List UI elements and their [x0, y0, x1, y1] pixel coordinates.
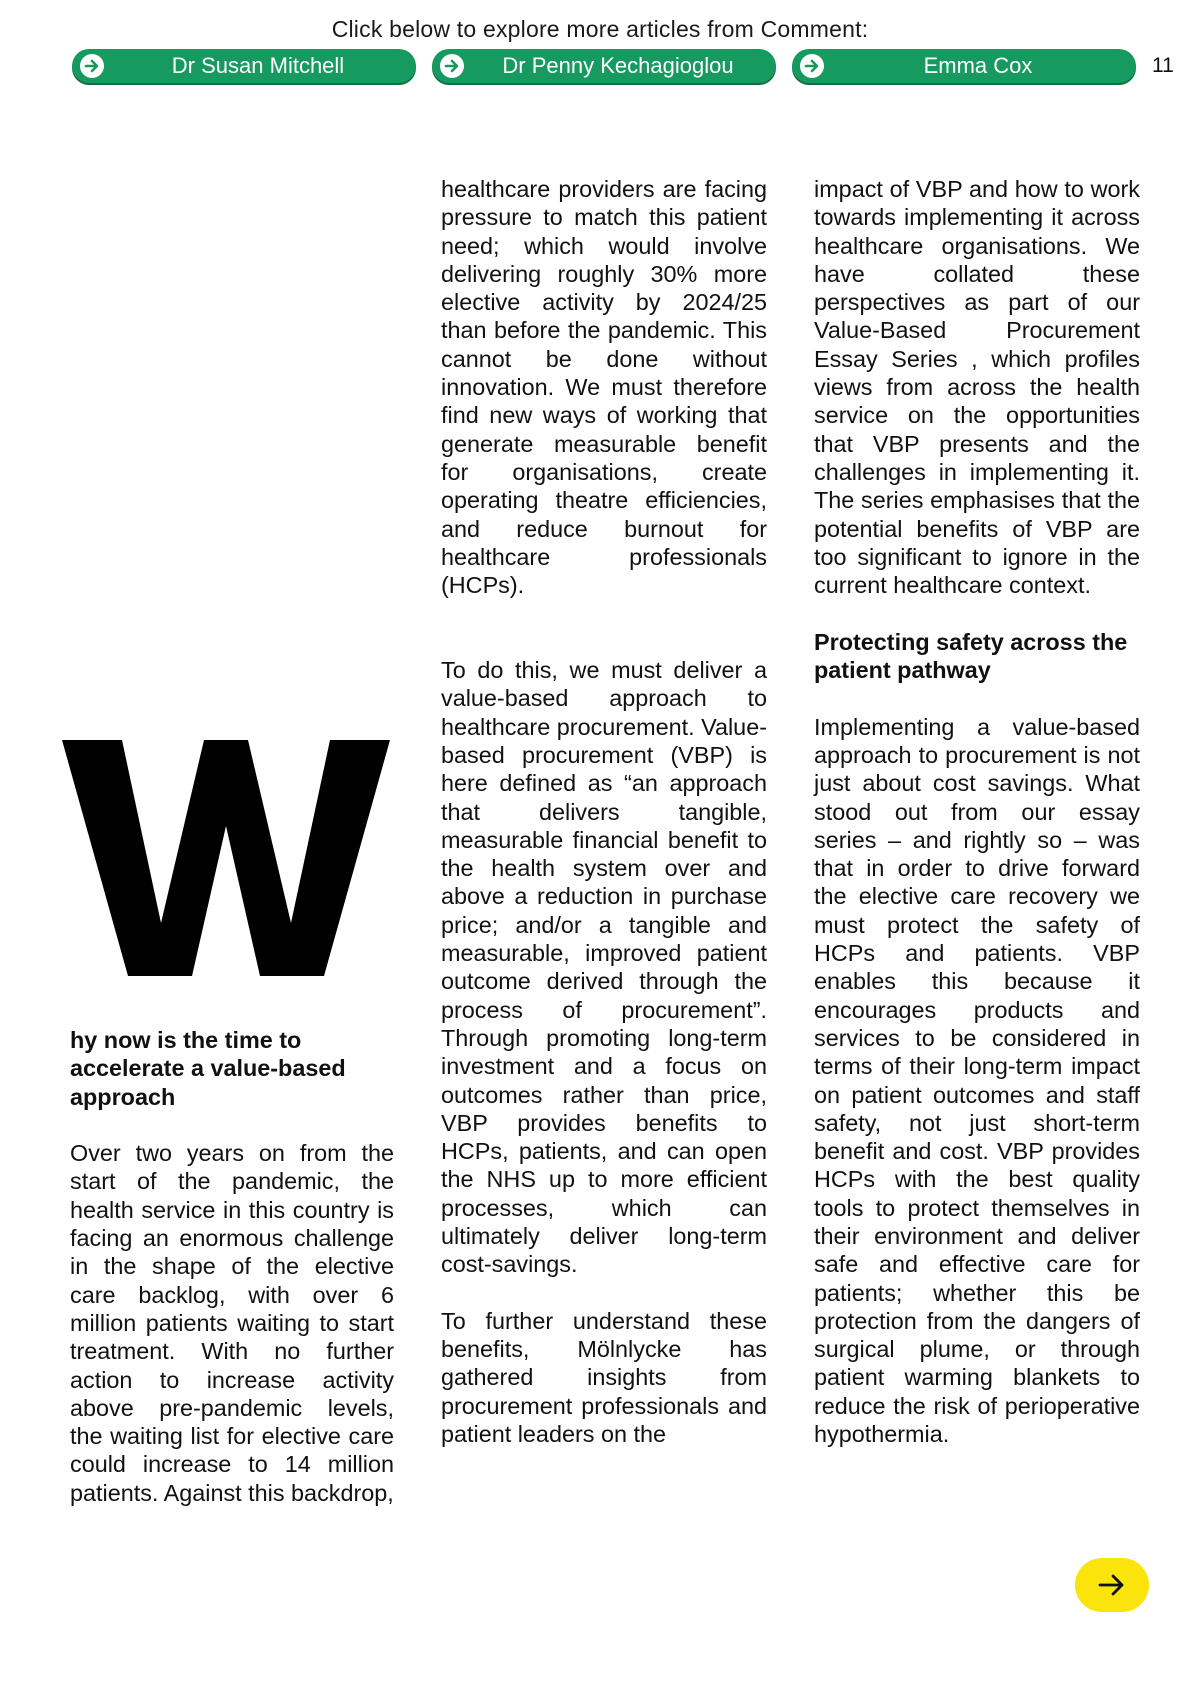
link-label: Dr Susan Mitchell: [171, 53, 345, 78]
arrow-circle-icon: [440, 54, 464, 78]
article-column-3: [814, 175, 1140, 1448]
arrow-circle-icon: [80, 54, 104, 78]
link-emma-cox[interactable]: [792, 49, 1136, 83]
paragraph: To further understand these benefits, Mölnlycke has gathered insights from procurement professionals and patient leaders on the: [441, 1307, 767, 1448]
link-label: Dr Penny Kechagioglou: [502, 53, 734, 78]
article-column-1: [70, 1026, 394, 1507]
article-column-2: [441, 175, 767, 1448]
explore-prompt: Click below to explore more articles from Comment:: [331, 16, 869, 42]
link-dr-penny-kechagioglou[interactable]: [432, 49, 776, 83]
paragraph: To do this, we must deliver a value-based approach to healthcare procurement. Value-based procurement (VBP) is here defined as “an approach that delivers tangible, measurable financial benefit to the health system over and above a reduction in purchase price; and/or a tangible and measurable, improved patient outcome derived through the process of procurement”. Through promoting long-term investment and a focus on outcomes rather than price, VBP provides benefits to HCPs, patients, and can open the NHS up to more efficient processes, which can ultimately deliver long-term cost-savings.: [441, 657, 767, 1278]
paragraph: Implementing a value-based approach to procurement is not just about cost savings. What stood out from our essay series – and rightly so – was that in order to drive forward the elective care recovery we must protect the safety of HCPs and patients. VBP enables this because it encourages products and services to be considered in terms of their long-term impact on patient outcomes and staff safety, not just short-term benefit and cost. VBP provides HCPs with the best quality tools to protect themselves in their environment and deliver safe and effective care for patients; whether this be protection from the dangers of surgical plume, or through patient warming blankets to reduce the risk of perioperative hypothermia.: [814, 713, 1140, 1448]
drop-cap-letter: [62, 740, 390, 976]
article-heading: hy now is the time to accelerate a value-based approach: [70, 1027, 346, 1110]
arrow-circle-icon: [800, 54, 824, 78]
paragraph: impact of VBP and how to work towards implementing it across healthcare organisations. We have collated these perspectives as part of our Value-Based Procurement Essay Series , which profiles views from across the health service on the opportunities that VBP presents and the challenges in implementing it. The series emphasises that the potential benefits of VBP are too significant to ignore in the current healthcare context.: [814, 176, 1140, 599]
link-dr-susan-mitchell[interactable]: [72, 49, 416, 83]
page-number: 11: [1152, 54, 1174, 77]
paragraph: Over two years on from the start of the pandemic, the health service in this country is facing an enormous challenge in the shape of the elective care backlog, with over 6 million patients waiting to start treatment. With no further action to increase activity above pre-pandemic levels, the waiting list for elective care could increase to 14 million patients. Against this backdrop,: [70, 1140, 394, 1506]
link-label: Emma Cox: [923, 53, 1033, 78]
paragraph: healthcare providers are facing pressure to match this patient need; which would involve delivering roughly 30% more elective activity by 2024/25 than before the pandemic. This cannot be done without innovation. We must therefore find new ways of working that generate measurable benefit for organisations, create operating theatre efficiencies, and reduce burnout for healthcare professionals (HCPs).: [441, 176, 767, 599]
section-heading: Protecting safety across the patient pathway: [814, 628, 1128, 684]
arrow-right-icon: [1097, 1573, 1127, 1597]
next-page-button[interactable]: [1075, 1558, 1149, 1612]
